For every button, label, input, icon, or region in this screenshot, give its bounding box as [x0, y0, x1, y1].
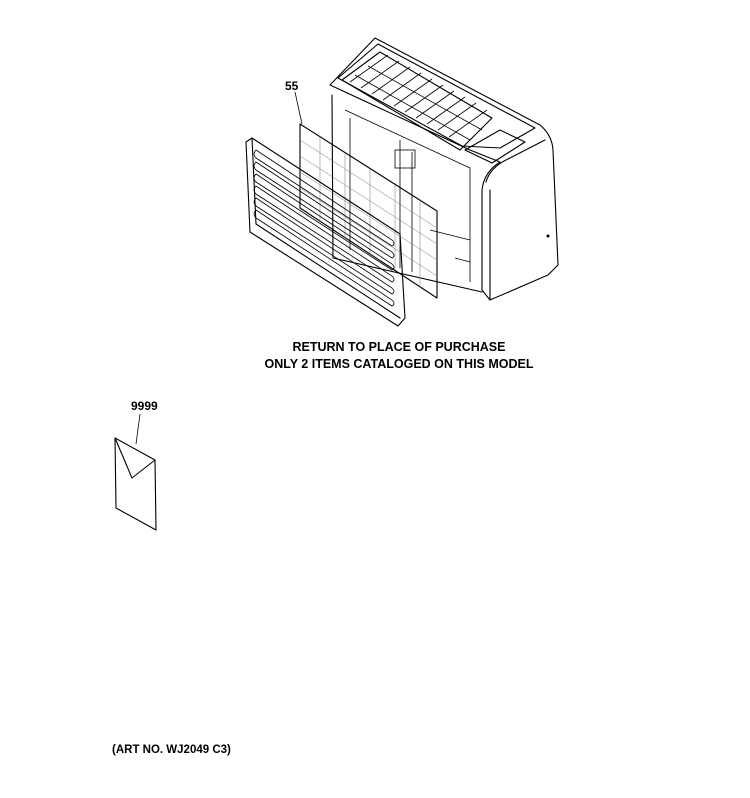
callout-55: [285, 79, 302, 124]
callout-55-label: 55: [285, 79, 299, 93]
note-return-to-purchase: RETURN TO PLACE OF PURCHASE: [292, 340, 506, 354]
art-number: (ART NO. WJ2049 C3): [112, 744, 231, 756]
literature-envelope-drawing: [115, 399, 158, 530]
air-filter-drawing: [300, 124, 437, 298]
front-grille-panel-drawing: [246, 138, 405, 326]
air-conditioner-unit-drawing: [330, 38, 558, 300]
callout-9999-label: 9999: [131, 399, 158, 413]
note-items-cataloged: ONLY 2 ITEMS CATALOGED ON THIS MODEL: [264, 357, 534, 371]
